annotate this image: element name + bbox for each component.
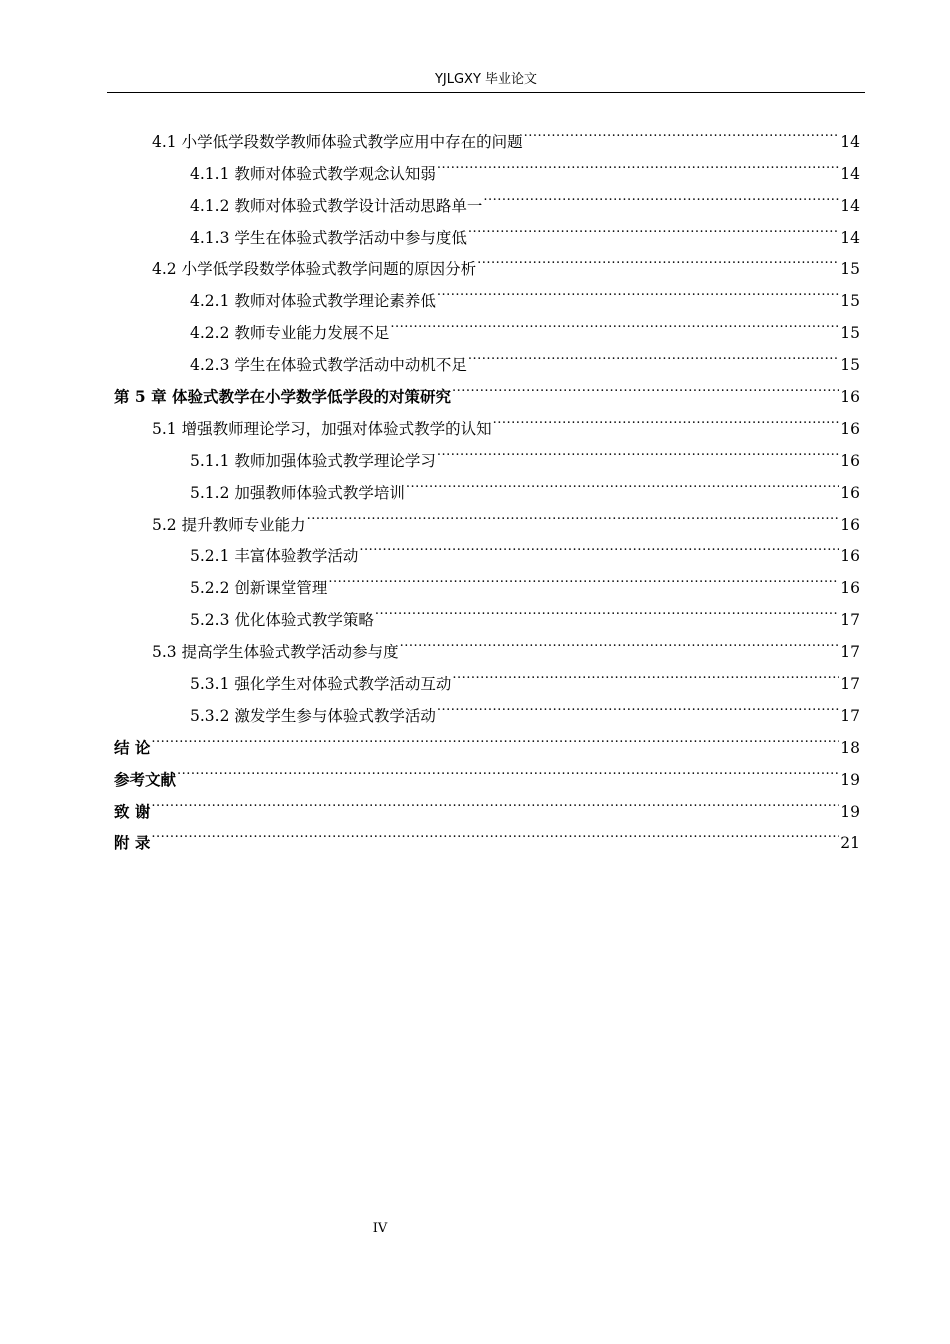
- toc-entry-text: 4.2.1 教师对体验式教学理论素养低: [190, 292, 436, 311]
- toc-entry[interactable]: [114, 721, 860, 757]
- toc-page-number: 15: [840, 292, 860, 311]
- toc-entry-text: 5.2.3 优化体验式教学策略: [190, 611, 374, 630]
- toc-leader-dots: [437, 274, 839, 306]
- toc-page-number: 16: [840, 547, 860, 566]
- toc-page-number: 17: [840, 706, 860, 725]
- toc-entry-text: 致 谢: [114, 801, 151, 821]
- toc-entry-text: 4.2.3 学生在体验式教学活动中动机不足: [190, 356, 467, 375]
- toc-entry-text: 4.2 小学低学段数学体验式教学问题的原因分析: [152, 260, 477, 279]
- header-title: YJLGXY 毕业论文: [434, 72, 538, 87]
- toc-page-number: 14: [840, 196, 860, 215]
- toc-leader-dots: [483, 179, 839, 211]
- toc-leader-dots: [400, 625, 840, 657]
- page-footer: [0, 1221, 760, 1236]
- toc-page-number: 19: [840, 802, 860, 821]
- toc-entry-text: 5.3.2 激发学生参与体验式教学活动: [190, 706, 436, 725]
- toc-entry-text: 4.1.2 教师对体验式教学设计活动思路单一: [190, 196, 483, 215]
- toc-page-number: 14: [840, 228, 860, 247]
- toc-page-number: 16: [840, 579, 860, 598]
- toc-page-number: 17: [840, 643, 860, 662]
- toc-entry-text: 4.2.2 教师专业能力发展不足: [190, 324, 390, 343]
- toc-page-number: 16: [840, 388, 860, 407]
- toc-entry-text: 5.3 提高学生体验式教学活动参与度: [152, 643, 399, 662]
- toc-leader-dots: [477, 243, 839, 275]
- toc-leader-dots: [177, 753, 839, 785]
- toc-page-number: 16: [840, 483, 860, 502]
- toc-leader-dots: [406, 466, 839, 498]
- toc-entry-text: 参考文献: [114, 769, 177, 789]
- toc-leader-dots: [375, 593, 839, 625]
- toc-page-number: 15: [840, 260, 860, 279]
- toc-entry-text: 5.2.2 创新课堂管理: [190, 579, 328, 598]
- toc-entry-text: 4.1.1 教师对体验式教学观念认知弱: [190, 164, 436, 183]
- toc-page-number: 16: [840, 419, 860, 438]
- toc-entry-text: 附 录: [114, 833, 151, 853]
- toc-leader-dots: [151, 785, 839, 817]
- toc-entry-text: 4.1.3 学生在体验式教学活动中参与度低: [190, 228, 467, 247]
- toc-page-number: 16: [840, 515, 860, 534]
- toc-leader-dots: [437, 689, 839, 721]
- toc-page-number: 17: [840, 675, 860, 694]
- toc-leader-dots: [468, 338, 839, 370]
- toc-leader-dots: [524, 115, 840, 147]
- toc-leader-dots: [493, 402, 840, 434]
- toc-page-number: 14: [840, 132, 860, 151]
- toc-entry[interactable]: [114, 115, 860, 151]
- toc-entry-text: 结 论: [114, 737, 151, 757]
- toc-entry[interactable]: [114, 753, 860, 789]
- toc-leader-dots: [390, 306, 839, 338]
- toc-leader-dots: [468, 211, 839, 243]
- toc-leader-dots: [328, 561, 839, 593]
- toc-leader-dots: [359, 530, 839, 562]
- footer-page-number: IV: [372, 1221, 388, 1236]
- toc-page-number: 21: [840, 834, 860, 853]
- toc-entry-text: 5.2 提升教师专业能力: [152, 515, 306, 534]
- toc-leader-dots: [452, 370, 839, 402]
- toc-leader-dots: [437, 147, 839, 179]
- toc-entry-text: 5.2.1 丰富体验教学活动: [190, 547, 359, 566]
- toc-leader-dots: [452, 657, 839, 689]
- toc-entry[interactable]: [114, 785, 860, 821]
- toc-page-number: 15: [840, 324, 860, 343]
- toc-page-number: 15: [840, 356, 860, 375]
- toc-page-number: 14: [840, 164, 860, 183]
- toc-entry[interactable]: [114, 817, 860, 853]
- toc-entry-text: 5.1.2 加强教师体验式教学培训: [190, 483, 405, 502]
- toc-page-number: 16: [840, 451, 860, 470]
- toc-entry-text: 5.1 增强教师理论学习，加强对体验式教学的认知: [152, 419, 492, 438]
- toc-entry-text: 5.1.1 教师加强体验式教学理论学习: [190, 451, 436, 470]
- page-header: [107, 68, 865, 93]
- toc-leader-dots: [151, 721, 839, 753]
- toc-entry-text: 5.3.1 强化学生对体验式教学活动互动: [190, 675, 452, 694]
- toc-page-number: 18: [840, 738, 860, 757]
- toc-leader-dots: [307, 498, 840, 530]
- toc-leader-dots: [151, 817, 839, 849]
- toc-leader-dots: [437, 434, 839, 466]
- table-of-contents: [114, 115, 860, 853]
- toc-page-number: 17: [840, 611, 860, 630]
- toc-page-number: 19: [840, 770, 860, 789]
- toc-entry-text: 4.1 小学低学段数学教师体验式教学应用中存在的问题: [152, 132, 523, 151]
- toc-entry-text: 第 5 章 体验式教学在小学数学低学段的对策研究: [114, 387, 451, 407]
